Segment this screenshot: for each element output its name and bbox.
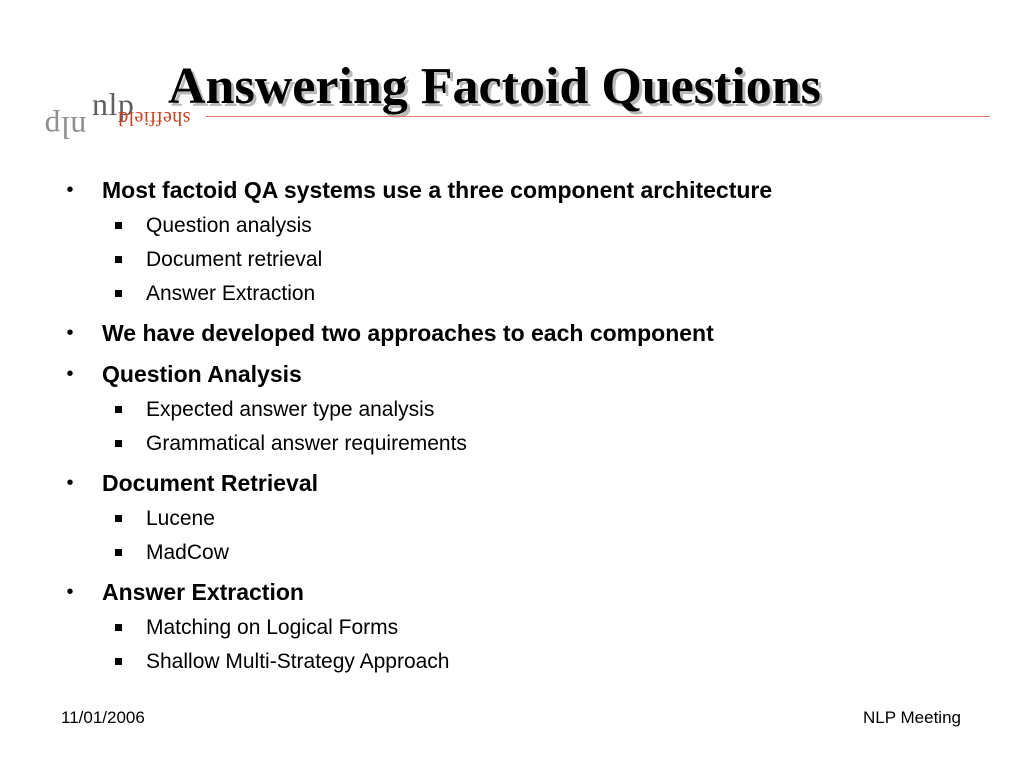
square-bullet-icon bbox=[115, 549, 122, 556]
bullet-dot-icon: • bbox=[66, 179, 74, 201]
bullet-dot-icon: • bbox=[66, 581, 74, 603]
sub-bullet-item bbox=[60, 209, 980, 243]
logo-nlp-text: nlp bbox=[92, 86, 135, 122]
square-bullet-icon bbox=[115, 256, 122, 263]
sub-bullet-text: MadCow bbox=[146, 541, 229, 564]
sub-bullet-text: Grammatical answer requirements bbox=[146, 432, 467, 455]
footer-meeting-name: NLP Meeting bbox=[863, 708, 961, 727]
sub-bullet-text: Document retrieval bbox=[146, 248, 323, 271]
bullet-item bbox=[60, 574, 980, 611]
sub-bullet-item bbox=[60, 393, 980, 427]
sub-bullet-item bbox=[60, 427, 980, 461]
logo-nlp-mirrored-text: nlp bbox=[44, 110, 87, 146]
bullet-item bbox=[60, 356, 980, 393]
sub-bullet-item bbox=[60, 536, 980, 570]
slide-title: Answering Factoid Questions bbox=[168, 58, 821, 115]
square-bullet-icon bbox=[115, 515, 122, 522]
sub-bullet-item bbox=[60, 277, 980, 311]
bullet-text: Document Retrieval bbox=[102, 470, 319, 496]
sub-bullet-text: Lucene bbox=[146, 507, 215, 530]
bullet-dot-icon: • bbox=[66, 363, 74, 385]
bullet-item bbox=[60, 172, 980, 209]
sub-bullet-text: Shallow Multi-Strategy Approach bbox=[146, 650, 450, 673]
sub-bullet-text: Expected answer type analysis bbox=[146, 398, 435, 421]
footer-date: 11/01/2006 bbox=[61, 708, 145, 727]
sub-bullet-item bbox=[60, 611, 980, 645]
bullet-text: Question Analysis bbox=[102, 361, 302, 387]
bullet-text: We have developed two approaches to each component bbox=[102, 320, 714, 346]
title-divider bbox=[206, 116, 990, 117]
sub-bullet-item bbox=[60, 502, 980, 536]
bullet-text: Most factoid QA systems use a three component architecture bbox=[102, 177, 773, 203]
sub-bullet-item bbox=[60, 243, 980, 277]
bullet-dot-icon: • bbox=[66, 472, 74, 494]
square-bullet-icon bbox=[115, 406, 122, 413]
sub-bullet-text: Question analysis bbox=[146, 214, 312, 237]
bullet-list bbox=[60, 168, 980, 679]
bullet-item bbox=[60, 465, 980, 502]
square-bullet-icon bbox=[115, 624, 122, 631]
square-bullet-icon bbox=[115, 440, 122, 447]
square-bullet-icon bbox=[115, 658, 122, 665]
bullet-dot-icon: • bbox=[66, 322, 74, 344]
square-bullet-icon bbox=[115, 222, 122, 229]
sub-bullet-text: Answer Extraction bbox=[146, 282, 316, 305]
logo-sheffield-text: sheffield bbox=[118, 107, 191, 129]
sub-bullet-text: Matching on Logical Forms bbox=[146, 616, 399, 639]
sub-bullet-item bbox=[60, 645, 980, 679]
bullet-item bbox=[60, 315, 980, 352]
bullet-text: Answer Extraction bbox=[102, 579, 304, 605]
square-bullet-icon bbox=[115, 290, 122, 297]
